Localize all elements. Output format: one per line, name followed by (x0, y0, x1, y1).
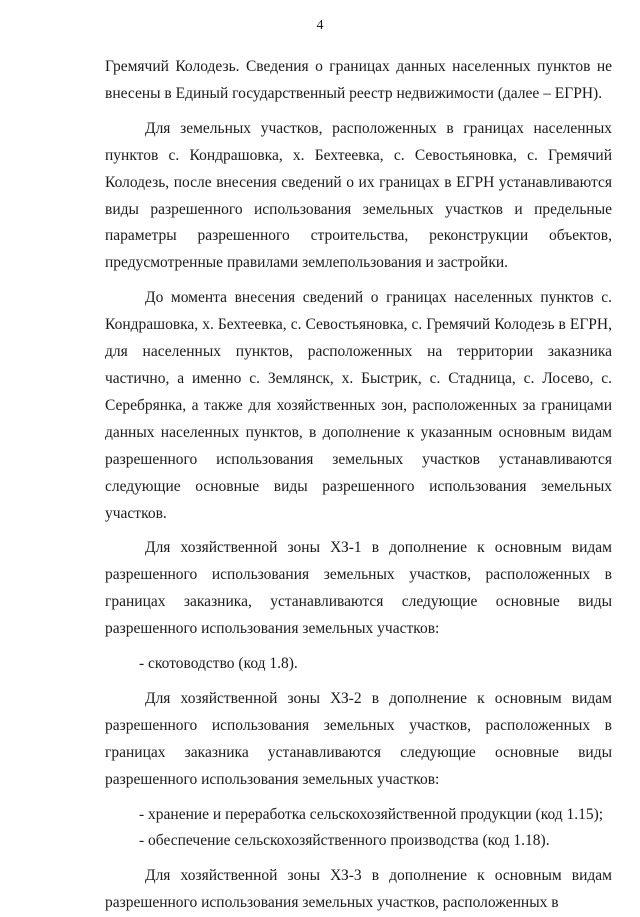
list-item: - хранение и переработка сельскохозяйственной продукции (код 1.15); (139, 805, 604, 823)
document-body (105, 54, 612, 917)
paragraph: Для хозяйственной зоны ХЗ-1 в дополнение к основным видам разрешенного использования земельных участков, расположенных в границах заказника, устанавливаются следующие основные виды разрешенного использования земельных участков: (105, 539, 612, 638)
page-number: 4 (316, 18, 324, 33)
list-item: - обеспечение сельскохозяйственного производства (код 1.18). (139, 832, 550, 850)
list-item: - скотоводство (код 1.8). (139, 655, 298, 673)
paragraph-continuation: Гремячий Колодезь. Сведения о границах данных населенных пунктов не внесены в Единый государственный реестр недвижимости (далее – ЕГРН). (105, 58, 612, 102)
paragraph: До момента внесения сведений о границах населенных пунктов с. Кондрашовка, х. Бехтеевка, с. Севостьяновка, с. Гремячий Колодезь в ЕГРН, для населенных пунктов, расположенных на территории заказника частично, а именно с. Землянск, х. Быстрик, с. Стадница, с. Лосево, с. Серебрянка, а также для хозяйственных зон, расположенных за границами данных населенных пунктов, в дополнение к указанным основным видам разрешенного использования земельных участков устанавливаются следующие основные виды разрешенного использования земельных участков. (105, 289, 612, 522)
paragraph: Для хозяйственной зоны ХЗ-3 в дополнение к основным видам разрешенного использования земельных участков, расположенных в (105, 867, 612, 912)
paragraph: Для земельных участков, расположенных в границах населенных пунктов с. Кондрашовка, х. Бехтеевка, с. Севостьяновка, с. Гремячий Колодезь, после внесения сведений о их границах в ЕГРН устанавливаются виды разрешенного использования земельных участков и предельные параметры разрешенного строительства, реконструкции объектов, предусмотренные правилами землепользования и застройки. (105, 119, 612, 272)
paragraph: Для хозяйственной зоны ХЗ-2 в дополнение к основным видам разрешенного использования земельных участков, расположенных в границах заказника устанавливаются следующие основные виды разрешенного использования земельных участков: (105, 689, 612, 788)
